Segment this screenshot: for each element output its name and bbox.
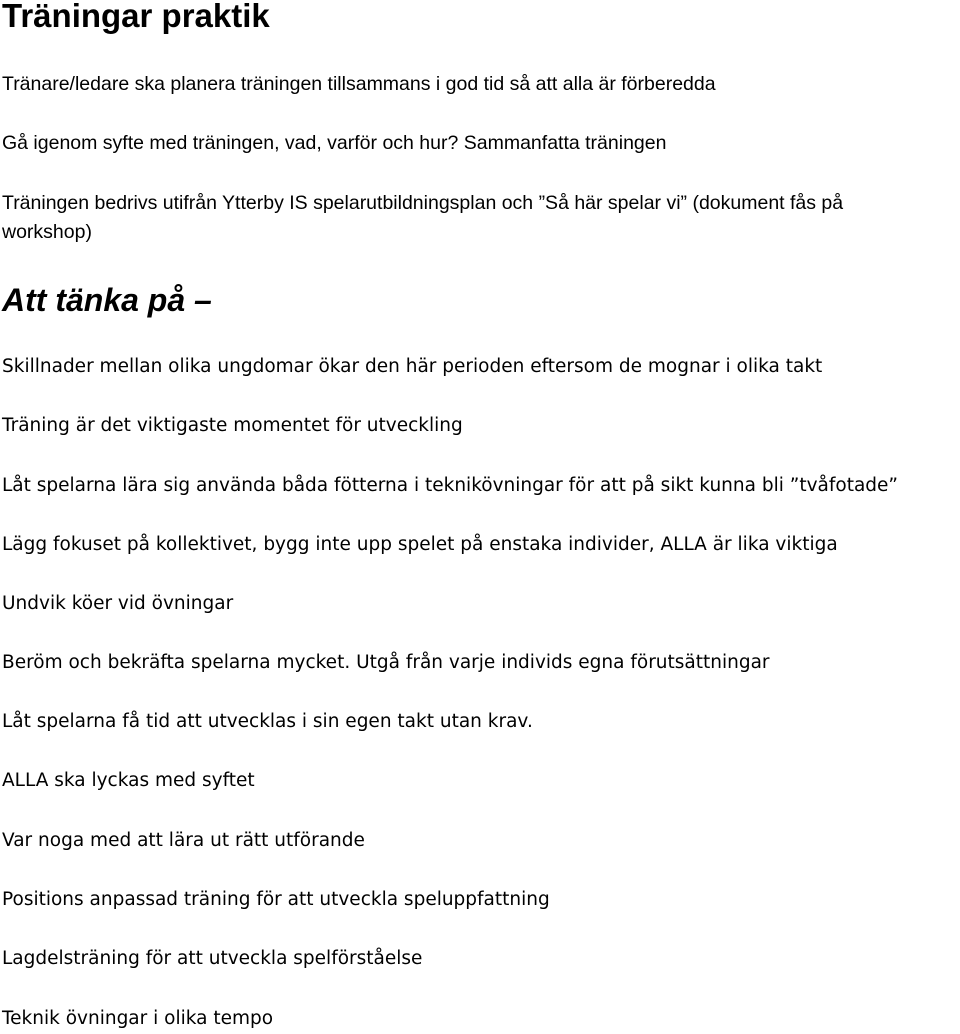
intro-line-plan-reference: Träningen bedrivs utifrån Ytterby IS spelarutbildningsplan och ”Så här spelar vi” (dokument fås på [2, 192, 844, 214]
tip-line: Låt spelarna få tid att utvecklas i sin egen takt utan krav. [2, 711, 533, 732]
tip-line: Var noga med att lära ut rätt utförande [2, 830, 365, 851]
tip-line: Undvik köer vid övningar [2, 593, 234, 614]
section-heading: Att tänka på – [2, 282, 212, 318]
tip-line: Beröm och bekräfta spelarna mycket. Utgå från varje individs egna förutsättningar [2, 652, 770, 673]
tip-line: Positions anpassad träning för att utveckla speluppfattning [2, 889, 550, 910]
tip-line: ALLA ska lyckas med syftet [2, 770, 255, 791]
tip-line: Träning är det viktigaste momentet för utveckling [2, 415, 463, 436]
tip-line: Teknik övningar i olika tempo [2, 1008, 274, 1029]
intro-line-purpose: Gå igenom syfte med träningen, vad, varför och hur? Sammanfatta träningen [2, 132, 667, 154]
tip-line: Lägg fokuset på kollektivet, bygg inte upp spelet på enstaka individer, ALLA är lika viktiga [2, 534, 838, 555]
tip-line: Lagdelsträning för att utveckla spelförståelse [2, 948, 423, 969]
intro-line-planning: Tränare/ledare ska planera träningen tillsammans i god tid så att alla är förberedda [2, 73, 716, 95]
page-title: Träningar praktik [2, 0, 270, 34]
intro-line-workshop: workshop) [2, 221, 92, 243]
tip-line: Skillnader mellan olika ungdomar ökar den här perioden eftersom de mognar i olika takt [2, 356, 823, 377]
tip-line: Låt spelarna lära sig använda båda fötterna i teknikövningar för att på sikt kunna bli ”tvåfotade” [2, 475, 898, 496]
